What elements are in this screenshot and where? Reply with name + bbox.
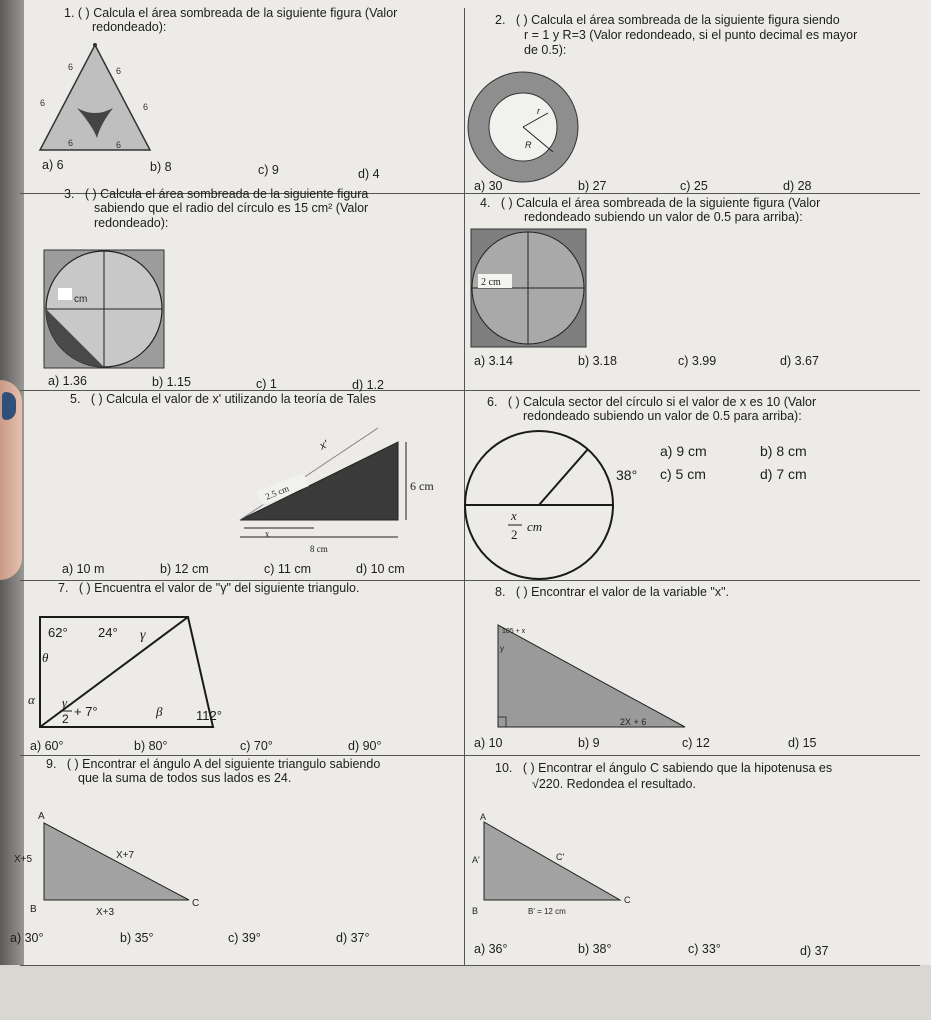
q7-angle-112: 112° — [196, 708, 222, 723]
q9-option-a[interactable]: a) 30° — [10, 931, 44, 945]
q5-label-8cm: 8 cm — [310, 544, 328, 554]
q5-label-2-5cm: 2.5 cm — [263, 483, 291, 502]
q1-option-b[interactable]: b) 8 — [150, 160, 172, 174]
q5-option-a[interactable]: a) 10 m — [62, 562, 105, 576]
q5-label-xprime: x' — [317, 438, 330, 453]
q9-vertex-A: A — [38, 811, 45, 822]
q1-side-label: 6 — [68, 138, 74, 148]
q7-option-c[interactable]: c) 70° — [240, 739, 273, 753]
q1-option-d[interactable]: d) 4 — [358, 167, 380, 181]
q4-option-c[interactable]: c) 3.99 — [678, 354, 717, 368]
q7-beta: β — [156, 704, 163, 719]
q7-gamma: γ — [140, 628, 146, 643]
q6-option-a[interactable]: a) 9 cm — [660, 443, 707, 459]
q7-option-a[interactable]: a) 60° — [30, 739, 64, 753]
q3-question: 3. ( ) Calcula el área sombreada de la siguiente figura — [64, 187, 369, 201]
q2-radius-label-r: r — [537, 106, 540, 116]
q8-side-label: 2X + 6 — [620, 717, 647, 727]
q7-angle-62: 62° — [48, 625, 68, 640]
q3-question-line2: sabiendo que el radio del círculo es 15 cm² (Valor — [94, 201, 369, 215]
q6-angle-label: 38° — [616, 467, 638, 483]
q2-radius-label-R: R — [525, 140, 532, 150]
q8-question: 8. ( ) Encontrar el valor de la variable "x". — [495, 585, 730, 599]
q5-option-d[interactable]: d) 10 cm — [356, 562, 405, 576]
q7-expr-rest: + 7° — [74, 704, 98, 719]
q10-vertex-Aprime: A' — [472, 855, 480, 865]
q1-side-label: 6 — [116, 66, 122, 76]
q7-option-b[interactable]: b) 80° — [134, 739, 168, 753]
q7-question: 7. ( ) Encuentra el valor de "γ" del siguiente triangulo. — [58, 581, 360, 595]
q7-figure — [28, 612, 248, 737]
q5-option-c[interactable]: c) 11 cm — [264, 562, 311, 576]
q8-option-c[interactable]: c) 12 — [682, 736, 710, 750]
q9-option-c[interactable]: c) 39° — [228, 931, 261, 945]
q2-question-line3: de 0.5): — [524, 43, 567, 57]
q6-option-d[interactable]: d) 7 cm — [760, 466, 807, 482]
q7-angle-24: 24° — [98, 625, 118, 640]
q7-theta: θ — [42, 650, 49, 665]
q5-label-6cm: 6 cm — [410, 479, 434, 493]
q9-vertex-C: C — [192, 898, 200, 909]
q5-question: 5. ( ) Calcula el valor de x' utilizando la teoría de Tales — [70, 392, 376, 406]
q10-vertex-C: C — [624, 895, 631, 905]
q6-question-line2: redondeado subiendo un valor de 0.5 para arriba): — [523, 409, 802, 423]
q4-question: 4. ( ) Calcula el área sombreada de la siguiente figura (Valor — [480, 196, 821, 210]
q1-side-label: 6 — [143, 102, 149, 112]
q4-radius-label: 2 cm — [481, 277, 501, 288]
q3-option-c[interactable]: c) 1 — [256, 377, 277, 391]
q10-question-line2: √220. Redondea el resultado. — [532, 777, 696, 791]
q4-figure — [470, 228, 588, 350]
q9-vertex-B: B — [30, 904, 37, 915]
q7-expr-numerator: γ — [62, 695, 68, 710]
q3-option-b[interactable]: b) 1.15 — [152, 375, 191, 389]
q1-figure — [30, 40, 160, 155]
q3-option-a[interactable]: a) 1.36 — [48, 374, 87, 388]
q9-option-b[interactable]: b) 35° — [120, 931, 154, 945]
q10-vertex-B: B — [472, 906, 479, 916]
q2-option-a[interactable]: a) 30 — [474, 179, 503, 193]
q1-question: 1. ( ) Calcula el área sombreada de la siguiente figura (Valor — [64, 6, 398, 20]
q8-option-b[interactable]: b) 9 — [578, 736, 600, 750]
q9-side-bottom: X+3 — [96, 907, 115, 918]
q4-option-d[interactable]: d) 3.67 — [780, 354, 819, 368]
q9-option-d[interactable]: d) 37° — [336, 931, 370, 945]
q10-option-a[interactable]: a) 36° — [474, 942, 508, 956]
q10-option-b[interactable]: b) 38° — [578, 942, 612, 956]
q6-unit: cm — [527, 519, 543, 534]
q10-figure — [470, 808, 650, 920]
q2-question-line2: r = 1 y R=3 (Valor redondeado, si el punto decimal es mayor — [524, 28, 858, 42]
q4-option-b[interactable]: b) 3.18 — [578, 354, 617, 368]
q3-unit-label: cm — [74, 294, 88, 305]
q1-option-a[interactable]: a) 6 — [42, 158, 64, 172]
q9-question-line2: que la suma de todos sus lados es 24. — [78, 771, 292, 785]
q4-option-a[interactable]: a) 3.14 — [474, 354, 513, 368]
row-divider — [20, 390, 920, 391]
q8-side-y: y — [500, 644, 504, 653]
q1-side-label: 6 — [40, 98, 46, 108]
q8-angle-label: 105 + x — [502, 628, 526, 635]
q3-figure — [42, 248, 167, 370]
q2-option-d[interactable]: d) 28 — [783, 179, 812, 193]
row-divider — [20, 755, 920, 756]
q10-question: 10. ( ) Encontrar el ángulo C sabiendo que la hipotenusa es — [495, 761, 833, 775]
q9-question: 9. ( ) Encontrar el ángulo A del siguiente triangulo sabiendo — [46, 757, 381, 771]
q10-option-d[interactable]: d) 37 — [800, 944, 829, 958]
q6-fraction-numerator: x — [511, 508, 517, 523]
q6-fraction-denominator: 2 — [511, 527, 518, 542]
q7-expr-denominator: 2 — [62, 712, 69, 726]
q2-option-b[interactable]: b) 27 — [578, 179, 607, 193]
q10-vertex-Cprime: C' — [556, 852, 565, 862]
q8-figure — [480, 615, 700, 735]
q3-option-d[interactable]: d) 1.2 — [352, 378, 384, 392]
q2-question: 2. ( ) Calcula el área sombreada de la siguiente figura siendo — [495, 13, 840, 27]
q6-figure — [464, 428, 649, 583]
q9-figure — [14, 808, 204, 918]
q8-option-d[interactable]: d) 15 — [788, 736, 817, 750]
q7-alpha: α — [28, 692, 35, 707]
q1-question-line2: redondeado): — [92, 20, 167, 34]
q5-figure — [230, 420, 450, 560]
q2-figure — [465, 70, 585, 185]
q2-option-c[interactable]: c) 25 — [680, 179, 708, 193]
q10-side-label: B' = 12 cm — [528, 907, 566, 916]
q4-question-line2: redondeado subiendo un valor de 0.5 para arriba): — [524, 210, 803, 224]
q6-option-c[interactable]: c) 5 cm — [660, 466, 706, 482]
q1-side-label: 6 — [116, 140, 122, 150]
q7-option-d[interactable]: d) 90° — [348, 739, 382, 753]
q5-label-x: x — [265, 529, 270, 539]
q3-question-line3: redondeado): — [94, 216, 169, 230]
q6-question: 6. ( ) Calcula sector del círculo si el valor de x es 10 (Valor — [487, 395, 817, 409]
q9-side-left: X+5 — [14, 854, 33, 865]
q9-side-hyp: X+7 — [116, 850, 135, 861]
q10-option-c[interactable]: c) 33° — [688, 942, 721, 956]
q1-side-label: 6 — [68, 62, 74, 72]
finger-nail — [2, 392, 16, 420]
q1-option-c[interactable]: c) 9 — [258, 163, 279, 177]
page-bottom-margin — [0, 965, 931, 1020]
q6-option-b[interactable]: b) 8 cm — [760, 443, 807, 459]
row-divider — [20, 965, 920, 966]
q8-option-a[interactable]: a) 10 — [474, 736, 503, 750]
q5-option-b[interactable]: b) 12 cm — [160, 562, 209, 576]
q10-vertex-A: A — [480, 812, 487, 822]
